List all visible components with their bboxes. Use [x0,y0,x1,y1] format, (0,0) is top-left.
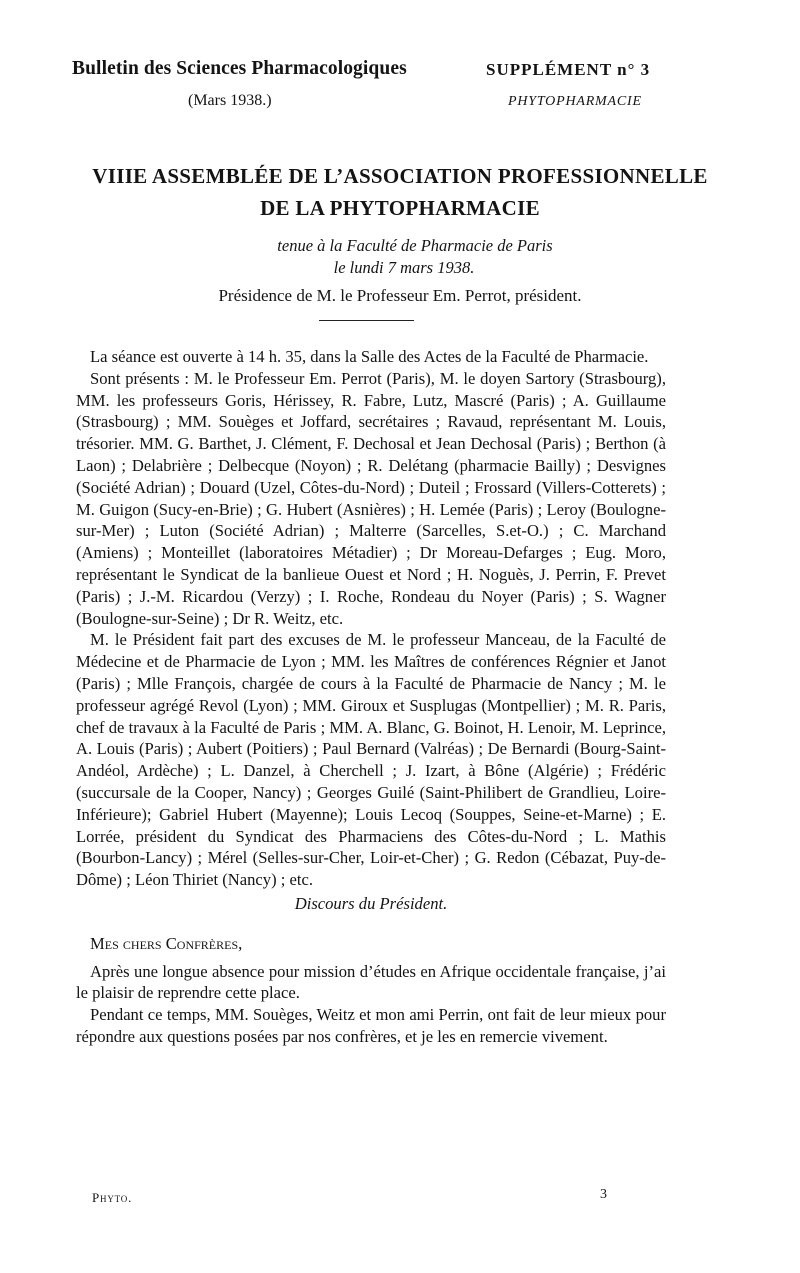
presidence-line: Présidence de M. le Professeur Em. Perrot, président. [218,286,582,305]
page-number: 3 [600,1187,607,1202]
subtitle-date: le lundi 7 mars 1938. [333,258,475,277]
journal-name: Bulletin des Sciences Pharmacologiques [72,58,407,79]
paragraph-return: Après une longue absence pour mission d’études en Afrique occidentale française, j’ai le plaisir de reprendre cette place. [76,961,666,1003]
speech-salutation: Mes chers Confrères, [90,933,243,953]
article-body [76,346,666,1048]
supplement-label: SUPPLÉMENT n° 3 [486,60,651,79]
paragraph-thanks: Pendant ce temps, MM. Souèges, Weitz et mon ami Perrin, ont fait de leur mieux pour répondre aux questions posées par nos confrères, et je les en remercie vivement. [76,1005,666,1046]
section-label: PHYTOPHARMACIE [508,94,642,109]
speech-heading: Discours du Président. [294,893,448,913]
footer-label: Phyto. [92,1190,133,1205]
document-title-line1: VIIIE ASSEMBLÉE DE L’ASSOCIATION PROFESSIONNELLE [92,164,708,188]
paragraph-attendees: Sont présents : M. le Professeur Em. Perrot (Paris), M. le doyen Sartory (Strasbourg), MM. les professeurs Goris, Hérissey, R. Fabre, Lutz, Mascré (Paris) ; A. Guillaume (Strasbourg) ; MM. Souèges et Joffard, secrétaires ; Ravaud, représentant M. Louis, trésorier. MM. G. Barthet, J. Clément, F. Dechosal et Jean Dechosal (Paris) ; Berthon (à Laon) ; Delabrière ; Delbecque (Noyon) ; R. Delétang (pharmacie Bailly) ; Desvignes (Société Adrian) ; Douard (Uzel, Côtes-du-Nord) ; Duteil ; Frossard (Villers-Cotterets) ; M. Guigon (Sucy-en-Brie) ; G. Hubert (Asnières) ; H. Lemée (Paris) ; Leroy (Boulogne-sur-Mer) ; Luton (Société Adrian) ; Malterre (Sarcelles, S.et-O.) ; C. Marchand (Amiens) ; Monteillet (laboratoires Métadier) ; Dr Moreau-Defarges ; Eug. Moro, représentant le Syndicat de la banlieue Ouest et Nord ; H. Noguès, J. Perrin, F. Prevet (Paris) ; J.-M. Ricardou (Verzy) ; I. Roche, Rondeau du Noyer (Paris) ; S. Wagner (Boulogne-sur-Seine) ; Dr R. Weitz, etc. [76,368,666,628]
divider-rule [319,320,414,321]
paragraph-opening: La séance est ouverte à 14 h. 35, dans la Salle des Actes de la Faculté de Pharmacie. [90,347,649,366]
subtitle-location: tenue à la Faculté de Pharmacie de Paris [277,236,553,255]
issue-date: (Mars 1938.) [188,92,272,109]
document-title-line2: DE LA PHYTOPHARMACIE [260,196,540,220]
paragraph-excuses: M. le Président fait part des excuses de M. le professeur Manceau, de la Faculté de Médecine et de Pharmacie de Lyon ; MM. les Maîtres de conférences Régnier et Janot (Paris) ; Mlle François, chargée de cours à la Faculté de Pharmacie de Nancy ; M. le professeur agrégé Revol (Lyon) ; MM. Giroux et Susplugas (Montpellier) ; M. R. Paris, chef de travaux à la Faculté de Paris ; MM. A. Blanc, G. Boinot, H. Lenoir, M. Leprince, A. Louis (Paris) ; Aubert (Poitiers) ; Paul Bernard (Valréas) ; De Bernardi (Bourg-Saint-Andéol, Ardèche) ; L. Danzel, à Cherchell ; J. Izart, à Bône (Algérie) ; Frédéric (succursale de la Cooper, Nancy) ; Georges Guilé (Saint-Philibert de Grandlieu, Loire-Inférieure); Gabriel Hubert (Mayenne); Louis Lecoq (Souppes, Seine-et-Marne) ; E. Lorrée, président du Syndicat des Pharmaciens des Côtes-du-Nord ; L. Mathis (Bourbon-Lancy) ; Mérel (Selles-sur-Cher, Loir-et-Cher) ; G. Redon (Cébazat, Puy-de-Dôme) ; Léon Thiriet (Nancy) ; etc. [76,630,666,890]
